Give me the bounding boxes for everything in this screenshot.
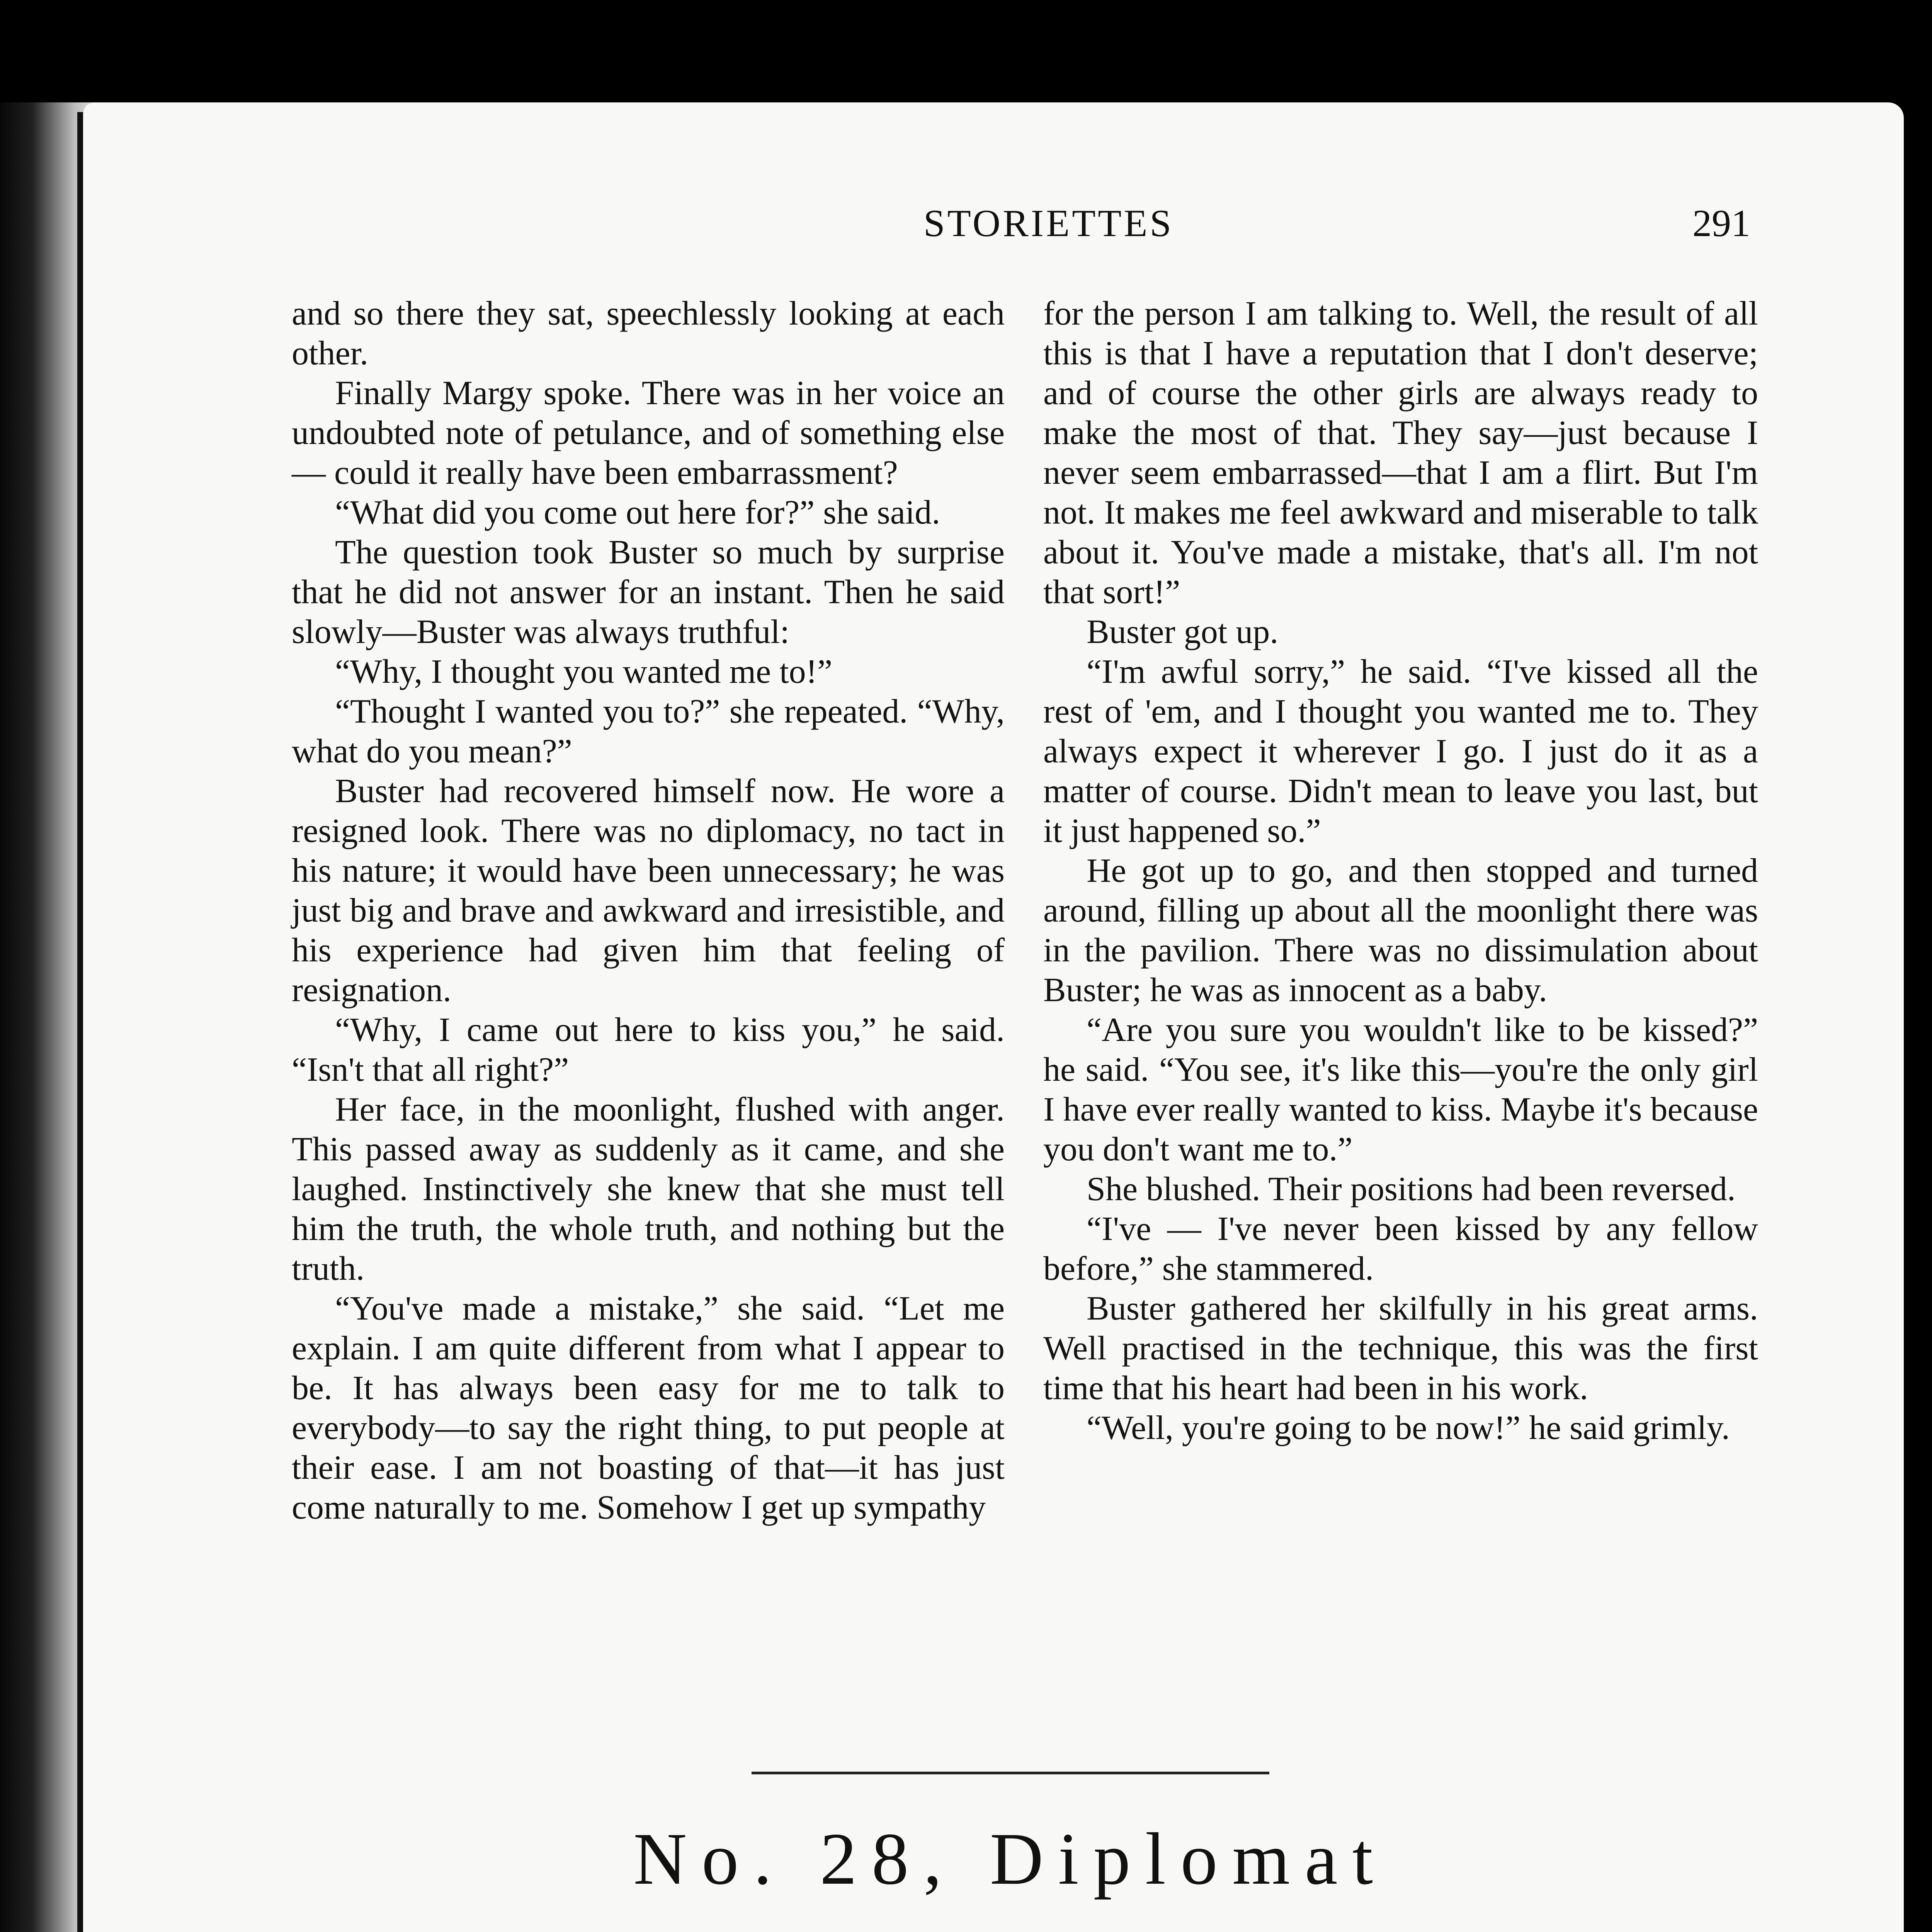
paragraph: Buster gathered her skilfully in his great arms. Well practised in the technique, this was the first time that his heart had been in his work. [1043,1290,1758,1407]
paragraph: He got up to go, and then stopped and turned around, filling up about all the moonlight there was in the pavilion. There was no dissimulation about Buster; he was as innocent as a baby. [1043,852,1758,1009]
page-number: 291 [1692,202,1750,245]
paragraph: for the person I am talking to. Well, the result of all this is that I have a reputation that I don't deserve; and of course the other girls are always ready to make the most of that. They say—just because I never seem embarrassed—that I am a flirt. But I'm not. It makes me feel awkward and miserable to talk about it. You've made a mistake, that's all. I'm not that sort!” [1043,295,1758,611]
paragraph: “Are you sure you wouldn't like to be kissed?” he said. “You see, it's like this—you're the only girl I have ever really wanted to kiss. Maybe it's because you don't want me to.” [1043,1011,1758,1168]
paragraph: The question took Buster so much by surprise that he did not answer for an instant. Then he said slowly—Buster was always truthful: [292,534,1005,651]
running-head: STORIETTES [923,202,1174,245]
paragraph: “Well, you're going to be now!” he said grimly. [1087,1409,1730,1447]
paragraph: Finally Margy spoke. There was in her voice an undoubted note of petulance, and of something else — could it really have been embarrassment? [292,374,1005,492]
paragraph: “You've made a mistake,” she said. “Let me explain. I am quite different from what I appear to be. It has always been easy for me to talk to everybody—to say the right thing, to put people at their ease. I am not boasting of that—it has just come naturally to me. Somehow I get up sympathy [292,1290,1005,1526]
paragraph: “Why, I came out here to kiss you,” he said. “Isn't that all right?” [292,1011,1005,1088]
paragraph: She blushed. Their positions had been reversed. [1087,1170,1736,1208]
paragraph: “I'm awful sorry,” he said. “I've kissed all the rest of 'em, and I thought you wanted me to. They always expect it wherever I go. I just do it as a matter of course. Didn't mean to leave you last, but it just happened so.” [1043,653,1758,850]
paragraph: “Why, I thought you wanted me to!” [335,653,833,690]
previous-story-right-column [1043,294,1758,1448]
binding-edge [77,112,83,1932]
paragraph: Buster got up. [1087,613,1279,651]
previous-story-left-column [292,294,1005,1527]
paragraph: and so there they sat, speechlessly looking at each other. [292,295,1005,372]
paragraph: “Thought I wanted you to?” she repeated. “Why, what do you mean?” [292,693,1005,770]
paragraph: “What did you come out here for?” she said. [335,494,940,531]
section-divider [752,1772,1269,1774]
paragraph: Her face, in the moonlight, flushed with anger. This passed away as suddenly as it came, and she laughed. Instinctively she knew that she must tell him the truth, the whole truth, and nothing but the truth. [292,1091,1005,1287]
paragraph: Buster had recovered himself now. He wore a resigned look. There was no diplomacy, no tact in his nature; it would have been unnecessary; he was just big and brave and awkward and irresistible, and his experience had given him that feeling of resignation. [292,772,1005,1009]
paragraph: “I've — I've never been kissed by any fellow before,” she stammered. [1043,1210,1758,1287]
story-title: No. 28, Diplomat [633,1818,1388,1900]
